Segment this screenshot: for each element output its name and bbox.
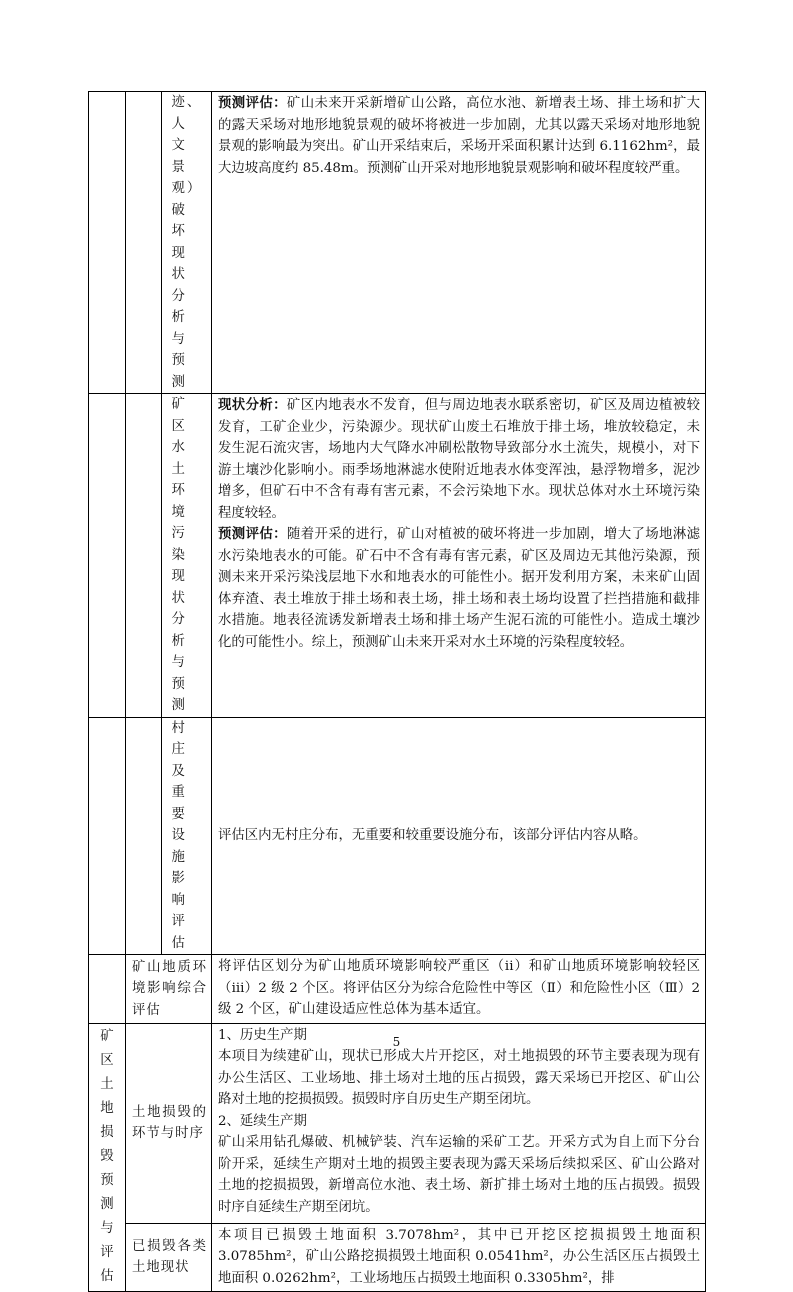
subsection-cell-empty xyxy=(126,717,162,955)
pred-text: 随着开采的进行，矿山对植被的破坏将进一步加剧，增大了场地淋滤水污染地表水的可能。矿石中不含有毒有害元素，矿区及周边无其他污染源，预测未来开采污染浅层地下水和地表水的可能性小。据开发利用方案，未来矿山固体弃渣、表土堆放于排土场和表土场，排土场和表土场均设置了拦挡措施和截排水措施。地表径流诱发新增表土场和排土场产生泥石流的可能性小。造成土壤沙化的可能性小。综上，预测矿山未来开采对水土环境的污染程度较轻。 xyxy=(218,527,701,650)
timing-paragraph-1: 本项目为续建矿山，现状已形成大片开挖区，对土地损毁的环节主要表现为现有办公生活区、工业场地、排土场对土地的压占损毁，露天采场已开挖区、矿山公路对土地的挖损损毁。损毁时序自历史生产期至闭坑。 xyxy=(218,1049,700,1107)
row-label-text: 迹、人文景观）破坏现状分析与预测 xyxy=(171,95,203,390)
row-content-timing xyxy=(212,1023,706,1223)
row-label-water xyxy=(162,394,212,718)
row-label-damaged xyxy=(126,1223,212,1292)
row-label-text: 矿山地质环境影响综合评估 xyxy=(132,959,207,1018)
subsection-cell-empty xyxy=(126,92,162,394)
row-label-composite xyxy=(126,955,212,1024)
row-content-damaged xyxy=(212,1223,706,1292)
table-row xyxy=(89,1223,706,1292)
row-label-landscape xyxy=(162,92,212,394)
row-label-text: 土地损毁的环节与时序 xyxy=(132,1104,207,1141)
row-label-village xyxy=(162,717,212,955)
section-label-text: 矿区土地损毁预测与评估 xyxy=(100,1029,114,1285)
row-label-text: 矿区水土环境污染现状分析与预测 xyxy=(171,397,187,713)
page-number: 5 xyxy=(392,1035,401,1049)
status-text: 矿区内地表水不发育，但与周边地表水联系密切，矿区及周边植被较发育，工矿企业少，污染源少。现状矿山废土石堆放于排土场，堆放较稳定，未发生泥石流灾害，场地内大气降水冲刷松散物导致部分水土流失，规模小，对下游土壤沙化影响小。雨季场地淋滤水使附近地表水体变浑浊，悬浮物增多，泥沙增多，但矿石中不含有毒有害元素，不会污染地下水。现状总体对水土环境污染程度较轻。 xyxy=(218,398,701,521)
timing-heading-1: 1、历史生产期 xyxy=(218,1027,307,1043)
section-cell-empty xyxy=(89,92,126,394)
section-label-land xyxy=(89,1023,126,1292)
table-row xyxy=(89,92,706,394)
damaged-text: 本项目已损毁土地面积 3.7078hm²，其中已开挖区挖损损毁土地面积 3.0785hm²，矿山公路挖损损毁土地面积 0.0541hm²，办公生活区压占损毁土地面积 0.0262hm²，工业场地压占损毁土地面积 0.3305hm²，排 xyxy=(218,1227,700,1286)
table-row xyxy=(89,1023,706,1223)
section-cell-empty xyxy=(89,955,126,1024)
row-label-text: 已损毁各类土地现状 xyxy=(132,1238,207,1276)
row-content-composite xyxy=(212,955,706,1024)
pred-heading: 预测评估： xyxy=(218,95,287,111)
timing-heading-2: 2、延续生产期 xyxy=(218,1113,307,1129)
pred-text: 矿山未来开采新增矿山公路，高位水池、新增表土场、排土场和扩大的露天采场对地形地貌景观的破坏将被进一步加剧，尤其以露天采场对地形地貌景观的影响最为突出。矿山开采结束后，采场开采面积累计达到 6.1162hm²，最大边坡高度约 85.48m。预测矿山开采对地形地貌景观影响和破坏程度较严重。 xyxy=(218,96,701,176)
table-row xyxy=(89,394,706,718)
village-text: 评估区内无村庄分布，无重要和较重要设施分布，该部分评估内容从略。 xyxy=(218,827,647,843)
timing-paragraph-2: 矿山采用钻孔爆破、机械铲装、汽车运输的采矿工艺。开采方式为自上而下分台阶开采，延续生产期对土地的损毁主要表现为露天采场后续拟采区、矿山公路对土地的挖损损毁，新增高位水池、表土场、新扩排土场对土地的压占损毁。损毁时序自延续生产期至闭坑。 xyxy=(218,1135,700,1215)
row-content-landscape xyxy=(212,92,706,394)
row-label-text: 村庄及重要设施影响评估 xyxy=(171,720,187,951)
subsection-cell-empty xyxy=(126,394,162,718)
row-content-water xyxy=(212,394,706,718)
section-cell-empty xyxy=(89,717,126,955)
assessment-table xyxy=(88,91,706,1292)
section-cell-empty xyxy=(89,394,126,718)
composite-text: 将评估区划分为矿山地质环境影响较严重区（ii）和矿山地质环境影响较轻区（iii）2 级 2 个区。将评估区分为综合危险性中等区（Ⅱ）和危险性小区（Ⅲ）2 级 2 个区，矿山建设适应性总体为基本适宜。 xyxy=(218,959,700,1017)
row-content-village xyxy=(212,717,706,955)
status-heading: 现状分析： xyxy=(218,397,287,413)
pred-heading: 预测评估： xyxy=(218,526,287,542)
table-row xyxy=(89,955,706,1024)
row-label-timing xyxy=(126,1023,212,1223)
table-row xyxy=(89,717,706,955)
